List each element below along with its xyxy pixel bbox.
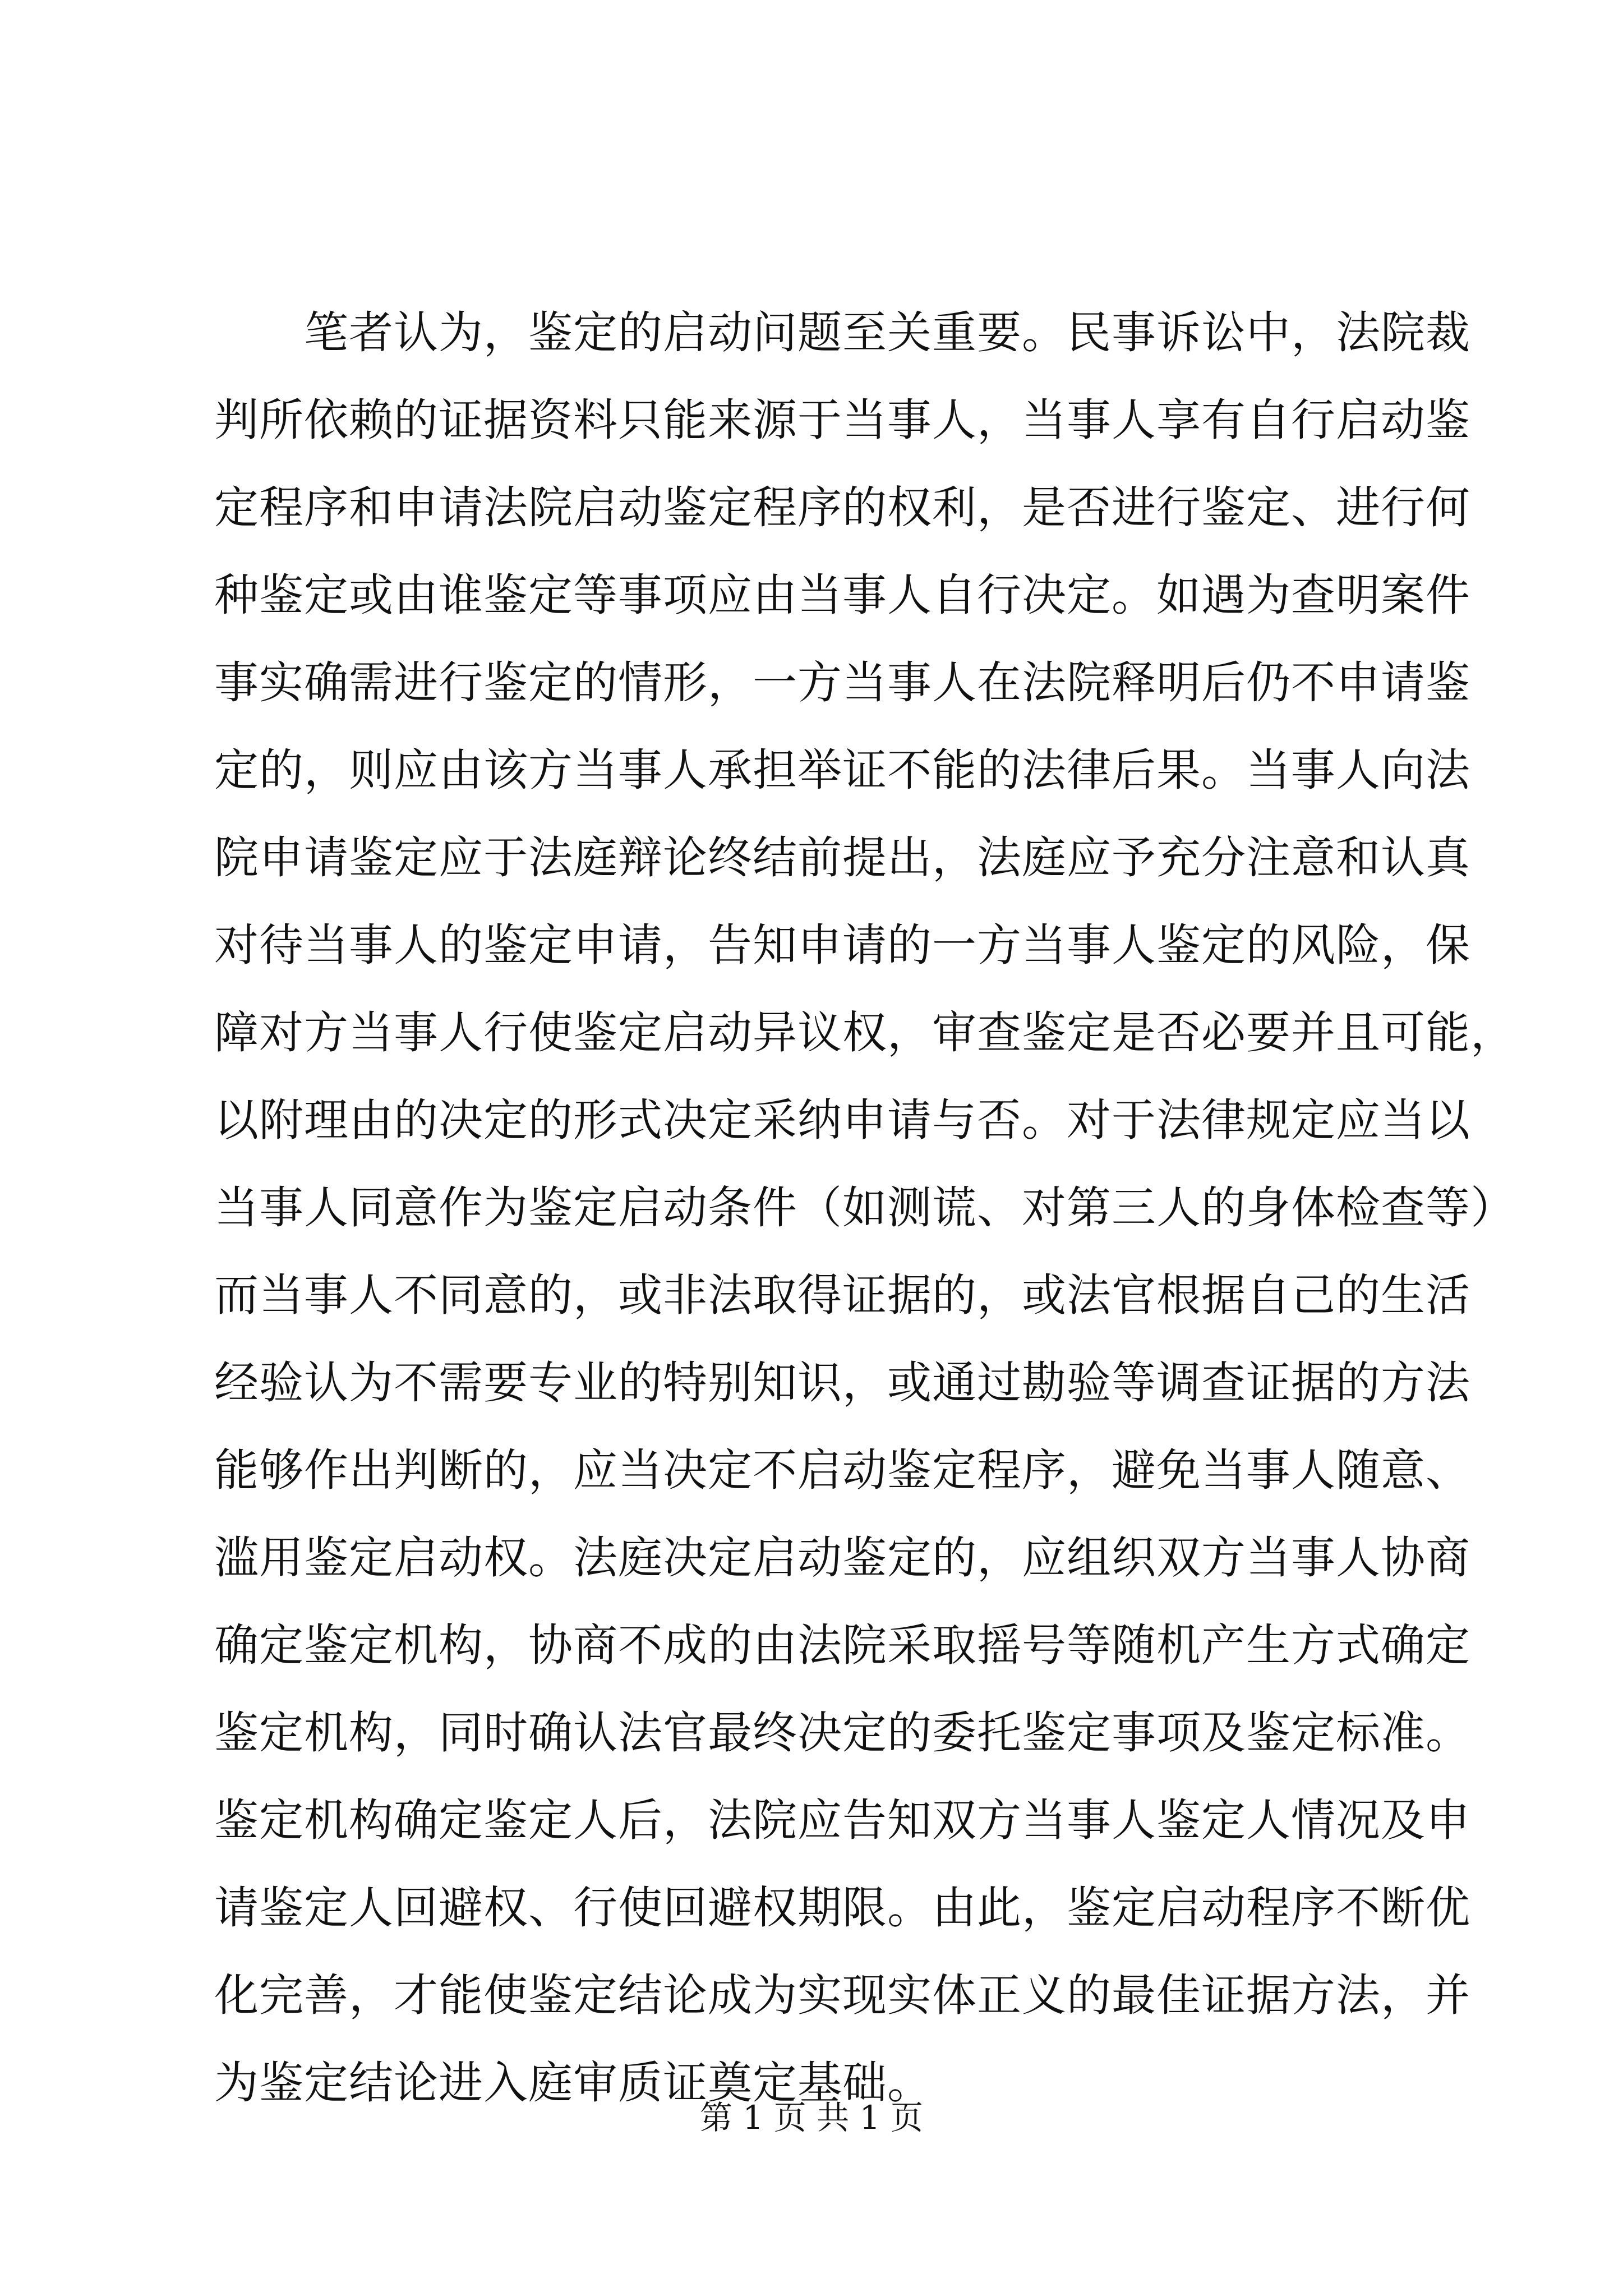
paragraph-line: 请鉴定人回避权、行使回避权期限。由此，鉴定启动程序不断优	[214, 1882, 1470, 1934]
paragraph-line: 障对方当事人行使鉴定启动异议权，审查鉴定是否必要并且可能，	[214, 1007, 1515, 1059]
paragraph-line: 对待当事人的鉴定申请，告知申请的一方当事人鉴定的风险，保	[214, 919, 1470, 971]
paragraph-line: 笔者认为，鉴定的启动问题至关重要。民事诉讼中，法院裁	[304, 307, 1470, 358]
paragraph-line: 事实确需进行鉴定的情形，一方当事人在法院释明后仍不申请鉴	[214, 657, 1470, 708]
paragraph-line: 鉴定机构，同时确认法官最终决定的委托鉴定事项及鉴定标准。	[214, 1707, 1470, 1759]
paragraph-line: 种鉴定或由谁鉴定等事项应由当事人自行决定。如遇为查明案件	[214, 569, 1470, 621]
paragraph-line: 定程序和申请法院启动鉴定程序的权利，是否进行鉴定、进行何	[214, 482, 1470, 533]
paragraph-line: 院申请鉴定应于法庭辩论终结前提出，法庭应予充分注意和认真	[214, 832, 1470, 884]
paragraph-line: 鉴定机构确定鉴定人后，法院应告知双方当事人鉴定人情况及申	[214, 1795, 1470, 1846]
paragraph-line: 以附理由的决定的形式决定采纳申请与否。对于法律规定应当以	[214, 1094, 1470, 1146]
paragraph-line: 确定鉴定机构，协商不成的由法院采取摇号等随机产生方式确定	[214, 1619, 1470, 1671]
paragraph-line: 当事人同意作为鉴定启动条件（如测谎、对第三人的身体检查等）	[214, 1182, 1515, 1234]
paragraph-line: 经验认为不需要专业的特别知识，或通过勘验等调查证据的方法	[214, 1357, 1470, 1409]
body-paragraph	[214, 289, 1515, 2127]
paragraph-line: 判所依赖的证据资料只能来源于当事人，当事人享有自行启动鉴	[214, 394, 1470, 446]
paragraph-line: 能够作出判断的，应当决定不启动鉴定程序，避免当事人随意、	[214, 1444, 1470, 1496]
paragraph-line: 滥用鉴定启动权。法庭决定启动鉴定的，应组织双方当事人协商	[214, 1532, 1470, 1584]
page-number-footer: 第 1 页 共 1 页	[700, 2099, 923, 2137]
paragraph-line: 化完善，才能使鉴定结论成为实现实体正义的最佳证据方法，并	[214, 1970, 1470, 2021]
paragraph-line: 而当事人不同意的，或非法取得证据的，或法官根据自己的生活	[214, 1269, 1470, 1321]
paragraph-line: 定的，则应由该方当事人承担举证不能的法律后果。当事人向法	[214, 744, 1470, 796]
paragraph-line: 为鉴定结论进入庭审质证奠定基础。	[214, 2057, 932, 2109]
